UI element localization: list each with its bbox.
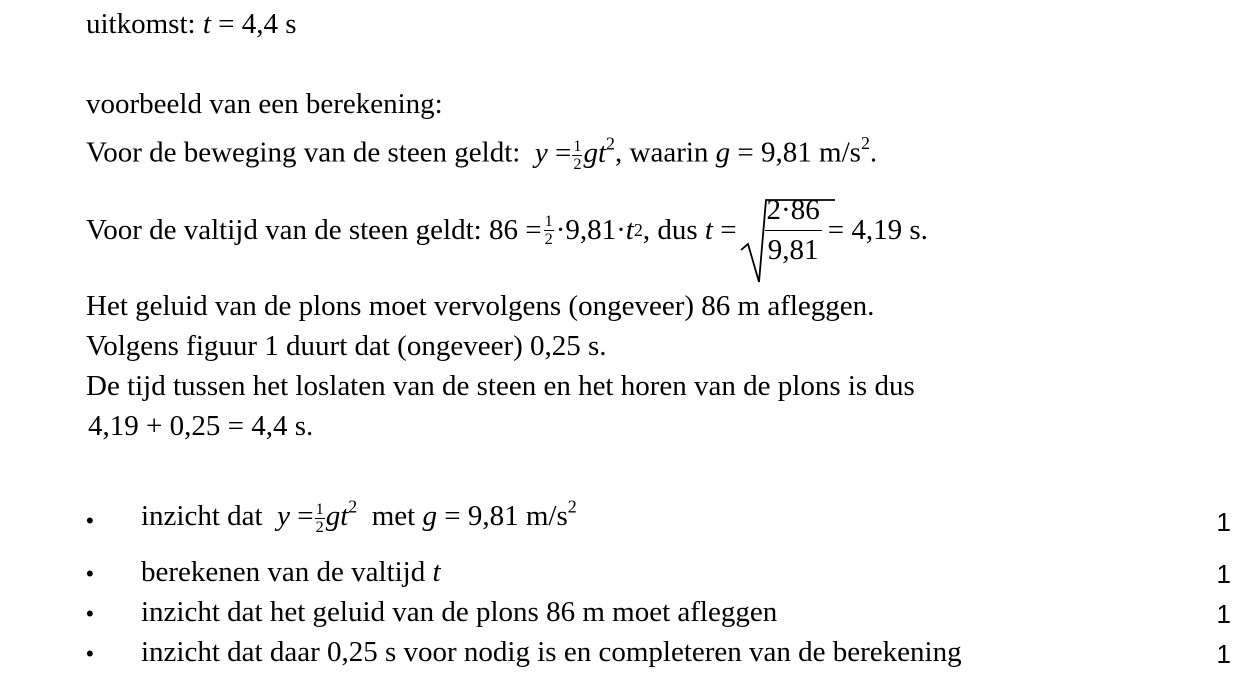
fraction-numerator: 1 (544, 211, 553, 230)
fraction-denominator: 2 (573, 154, 582, 173)
example-line-figure: Volgens figuur 1 duurt dat (ongeveer) 0,25 s. (86, 330, 607, 362)
scoring-item-2 (141, 556, 441, 589)
scoring-item-3: inzicht dat het geluid van de plons 86 m moet afleggen (141, 596, 778, 628)
fraction-denominator: 2 (315, 517, 324, 536)
outcome-variable: t (202, 8, 211, 40)
outcome-line (86, 10, 297, 39)
formula-y: y (534, 136, 548, 169)
sqrt-denominator: 9,81 (767, 233, 819, 266)
score-points: 1 (1216, 639, 1231, 669)
item-text: inzicht dat (141, 500, 263, 532)
fraction-numerator: 1 (573, 137, 582, 155)
example-line-motion (86, 133, 878, 173)
g-value: = 9,81 m/s (444, 500, 568, 532)
formula-y: y (277, 500, 290, 532)
t-symbol: t (432, 556, 441, 588)
score-points: 1 (1216, 559, 1231, 589)
square-root (739, 194, 826, 266)
fraction-half (544, 213, 554, 247)
outcome-value: = 4,4 s (218, 8, 297, 40)
falltime-mid: ·9,81· (555, 213, 626, 246)
g-exponent: 2 (860, 133, 870, 154)
waarin-text: , waarin (615, 136, 709, 169)
formula-exponent: 2 (348, 496, 358, 517)
fraction-numerator: 1 (315, 500, 324, 519)
formula-gt: gt (583, 136, 607, 169)
falltime-lhs: 86 = (488, 213, 542, 246)
bullet-icon: • (86, 641, 94, 666)
score-points: 1 (1216, 599, 1231, 629)
g-exponent: 2 (567, 496, 577, 517)
formula-gt: gt (325, 500, 349, 532)
motion-formula (534, 133, 616, 173)
bullet-icon: • (86, 508, 94, 533)
example-line-sound: Het geluid van de plons moet vervolgens (ongeveer) 86 m afleggen. (86, 290, 875, 322)
outcome-label: uitkomst: (86, 8, 196, 40)
sqrt-numerator: 2·86 (765, 194, 822, 230)
g-value: = 9,81 m/s (737, 136, 861, 169)
fraction-half (572, 138, 582, 172)
dus-text: , dus (642, 213, 698, 246)
example-line-sum: 4,19 + 0,25 = 4,4 s. (88, 410, 314, 442)
example-heading: voorbeeld van een berekening: (86, 88, 443, 120)
bullet-icon: • (86, 561, 94, 586)
fraction-half (315, 501, 325, 535)
met-text: met (371, 500, 416, 532)
g-symbol: g (422, 500, 437, 532)
formula-eq: = (554, 136, 572, 169)
motion-text: Voor de beweging van de steen geldt: (86, 136, 521, 169)
scoring-item-4: inzicht dat daar 0,25 s voor nodig is en completeren van de berekening (141, 636, 962, 668)
falltime-result: = 4,19 s. (827, 213, 928, 246)
fraction-denominator: 2 (544, 229, 553, 248)
equals: = (720, 213, 737, 246)
formula-exponent: 2 (606, 133, 616, 154)
square-root-icon (739, 194, 839, 286)
example-line-falltime: Voor de valtijd van de steen geldt: 86 = $\frac{1}{2}$ ·9,81· t 2 , dus t = $\frac{2\cdot 86}{9,81}$ = 4,19 s. (86, 184, 928, 276)
g-symbol: g (715, 136, 731, 169)
item-text: berekenen van de valtijd (141, 556, 426, 588)
t-symbol-2: t (704, 213, 713, 246)
scoring-item-1 (141, 496, 577, 536)
line-end: . (869, 136, 878, 169)
t-symbol: t (625, 213, 634, 246)
bullet-icon: • (86, 601, 94, 626)
example-line-total: De tijd tussen het loslaten van de steen en het horen van de plons is dus (86, 370, 915, 402)
falltime-text: Voor de valtijd van de steen geldt: (86, 213, 482, 246)
formula-eq: = (297, 500, 314, 532)
score-points: 1 (1216, 507, 1231, 537)
